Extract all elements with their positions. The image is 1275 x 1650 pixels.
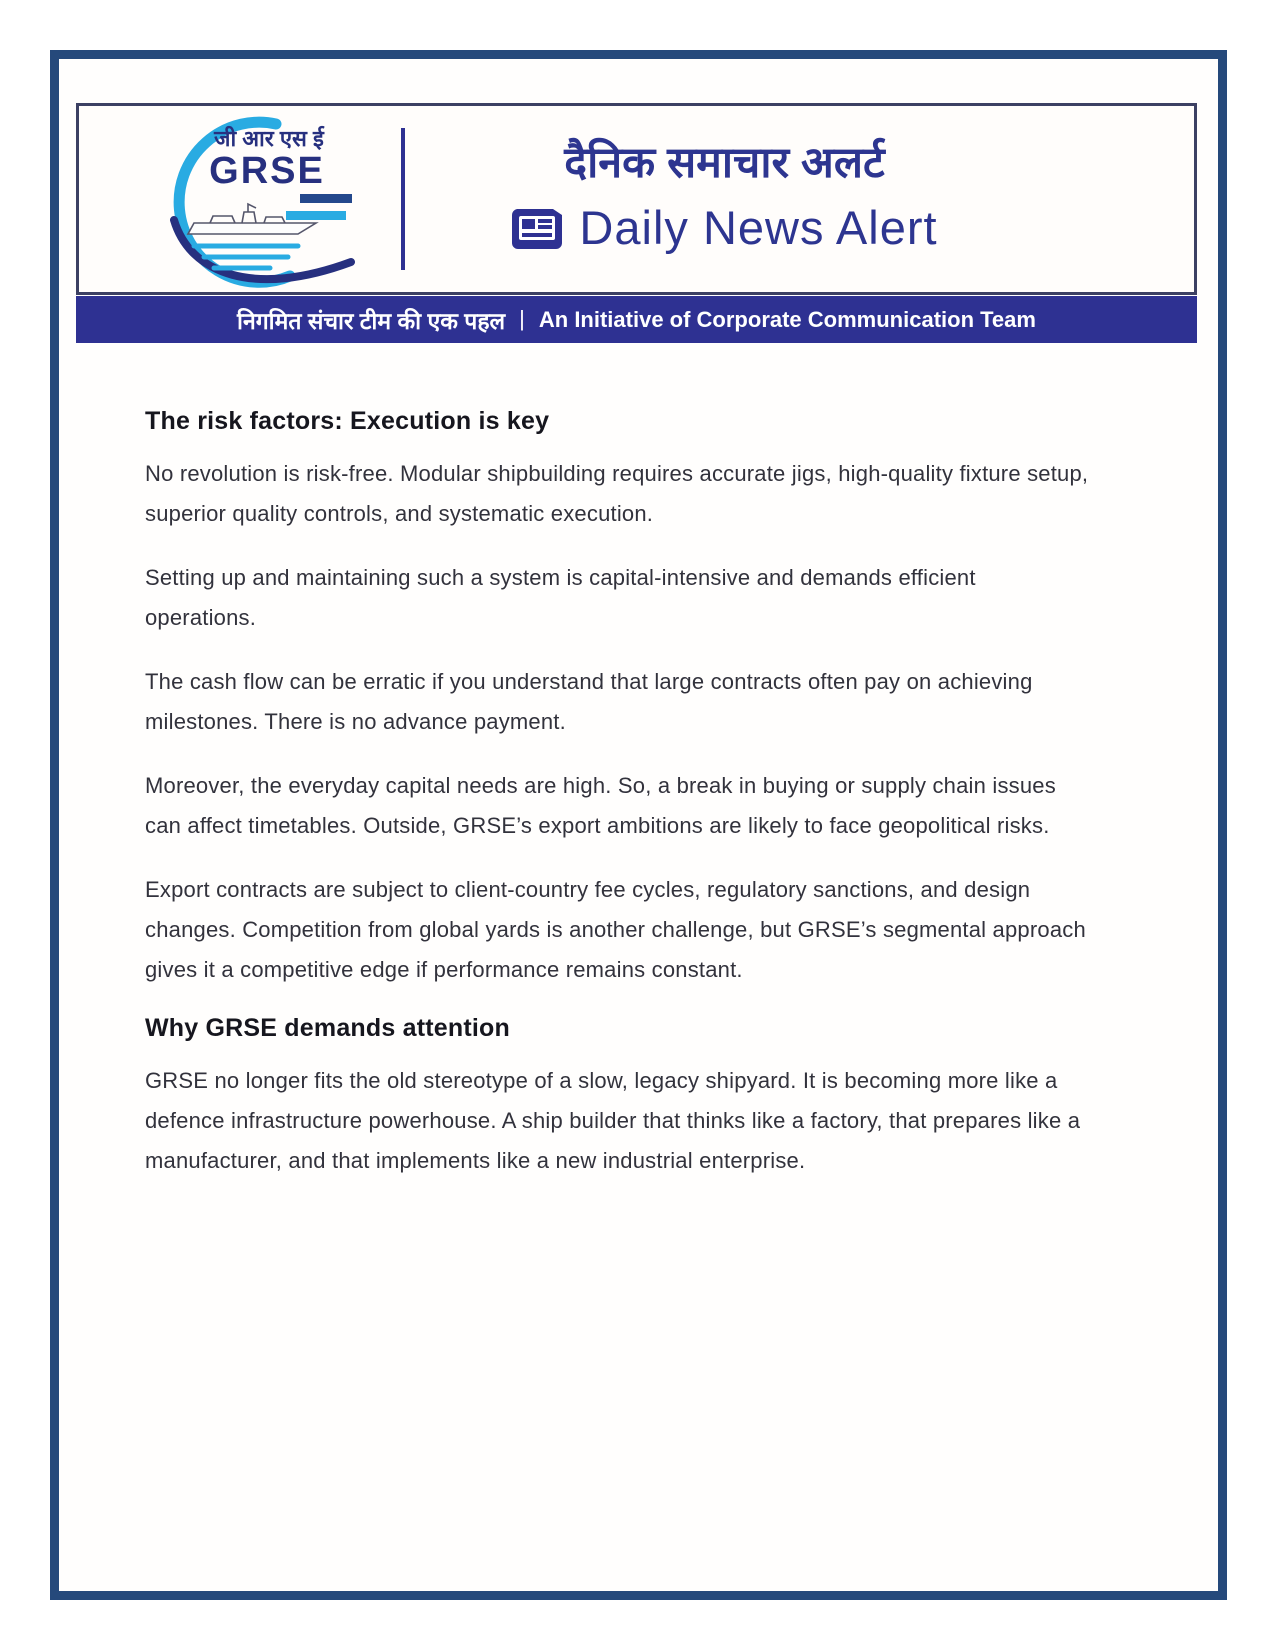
document-frame (50, 50, 1227, 1600)
banner-separator: | (519, 305, 525, 331)
paragraph: Moreover, the everyday capital needs are high. So, a break in buying or supply chain issues can affect timetables. Outside, GRSE’s export ambitions are likely to face geopolitical risks. (145, 773, 1056, 838)
paragraph: The cash flow can be erratic if you understand that large contracts often pay on achieving milestones. There is no advance payment. (145, 669, 1033, 734)
section-heading-risk-factors: The risk factors: Execution is key (145, 407, 550, 435)
paragraph: Setting up and maintaining such a system is capital-intensive and demands efficient operations. (145, 565, 976, 630)
newsletter-header (76, 103, 1197, 295)
grse-logo-hindi-acronym: जी आर एस ई (214, 126, 324, 151)
paragraph: GRSE no longer fits the old stereotype of a slow, legacy shipyard. It is becoming more like a defence infrastructure powerhouse. A ship builder that thinks like a factory, that prepares like a manufacturer, and that implements like a new industrial enterprise. (145, 1068, 1081, 1173)
grse-logo-acronym: GRSE (209, 150, 325, 192)
newspaper-icon (511, 206, 563, 250)
paragraph: Export contracts are subject to client-country fee cycles, regulatory sanctions, and design changes. Competition from global yards is another challenge, but GRSE’s segmental approach gives it a competitive edge if performance remains constant. (145, 877, 1086, 982)
masthead-title-english-text: Daily News Alert (579, 201, 938, 254)
masthead-title-hindi: दैनिक समाचार अलर्ट (564, 139, 885, 187)
grse-logo (79, 106, 401, 292)
paragraph: No revolution is risk-free. Modular shipbuilding requires accurate jigs, high-quality fixture setup, superior quality controls, and systematic execution. (145, 461, 1089, 526)
banner-english-text: An Initiative of Corporate Communication Team (538, 306, 1036, 332)
grse-logo-graphic (150, 116, 365, 288)
banner-hindi-text: निगमित संचार टीम की एक पहल (237, 307, 506, 334)
article-body (145, 407, 1090, 1181)
section-heading-why-grse: Why GRSE demands attention (145, 1014, 510, 1042)
initiative-banner (76, 296, 1197, 343)
masthead-titles (405, 137, 1194, 255)
masthead-title-english (511, 201, 937, 255)
